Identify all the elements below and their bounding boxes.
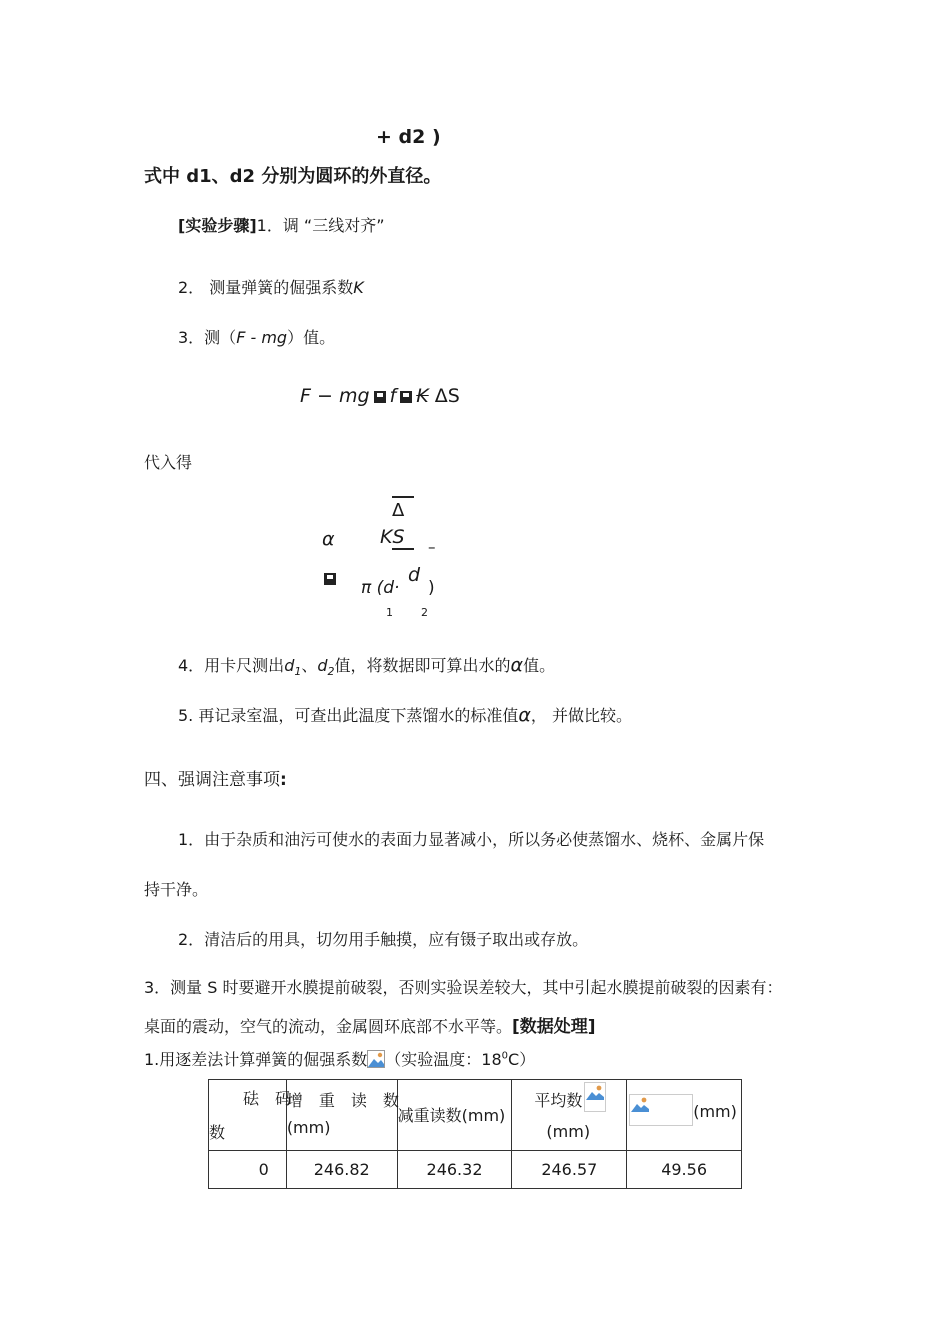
section-4-title-text: 四、强调注意事项 xyxy=(144,770,280,790)
step-5-alpha: α xyxy=(518,704,531,726)
formula-force xyxy=(300,385,460,407)
data-heading: [数据处理] xyxy=(512,1017,596,1037)
note-2: 2．清洁后的用具，切勿用手触摸，应有镊子取出或存放。 xyxy=(178,930,589,949)
formula-mg: mg xyxy=(338,385,370,407)
header-increase-a: 增 重 读 数 xyxy=(286,1091,399,1110)
step-4-alpha: α xyxy=(510,654,524,676)
formula-K: K xyxy=(416,385,429,407)
header-increase-b: (mm) xyxy=(286,1118,331,1137)
calc-suffix-a: （实验温度：18 xyxy=(385,1050,502,1069)
step-2-var: K xyxy=(353,278,364,297)
step-3-var: F - mg xyxy=(236,328,288,347)
fraction-bar xyxy=(392,548,414,550)
table-cell: 246.32 xyxy=(397,1151,512,1189)
fraction-bar-top xyxy=(392,496,414,498)
broken-image-icon xyxy=(629,1094,693,1126)
step-2 xyxy=(178,275,364,298)
step-4-d1: d xyxy=(284,656,295,675)
formula-pi-d: π (d· xyxy=(361,578,400,598)
formula-f: f xyxy=(389,385,397,407)
table-cell: 246.57 xyxy=(512,1151,627,1189)
step-5 xyxy=(178,703,632,726)
header-weight-a: 砝 码 xyxy=(243,1089,292,1108)
step-4-prefix: 4．用卡尺测出 xyxy=(178,656,285,675)
header-weight-b: 数 xyxy=(209,1123,226,1142)
steps-heading: [实验步骤] xyxy=(178,216,257,235)
table-cell: 0 xyxy=(209,1151,287,1189)
table-header-cell xyxy=(627,1080,742,1151)
step-3 xyxy=(178,325,335,348)
header-decrease: 减重读数(mm) xyxy=(397,1106,506,1125)
definition-line: 式中 d1、d2 分别为圆环的外直径。 xyxy=(144,166,442,187)
table-header-cell xyxy=(397,1080,512,1151)
formula-d: d xyxy=(408,564,421,586)
header-average-b: (mm) xyxy=(546,1122,591,1141)
formula-fragment: + d2 ) xyxy=(376,126,441,148)
step-5-prefix: 5. 再记录室温，可查出此温度下蒸馏水的标准值 xyxy=(178,706,519,725)
step-5-suffix: ， 并做比较。 xyxy=(530,706,632,725)
table-header-cell xyxy=(209,1080,292,1151)
step-4-d2-sub: 2 xyxy=(327,665,335,679)
step-3-prefix: 3．测（ xyxy=(178,328,237,347)
step-4 xyxy=(178,653,555,678)
header-diff: (mm) xyxy=(693,1102,737,1121)
formula-minus: − xyxy=(316,385,333,407)
note-3-text: 桌面的震动，空气的流动，金属圆环底部不水平等。 xyxy=(144,1017,513,1036)
steps-line-1 xyxy=(178,213,385,236)
broken-image-icon xyxy=(584,1082,606,1112)
note-1-line-b: 持干净。 xyxy=(144,880,209,899)
formula-delta: Δ xyxy=(392,500,405,521)
missing-glyph-icon xyxy=(374,391,386,403)
substitute-label: 代入得 xyxy=(144,453,193,472)
calc-suffix-b: C） xyxy=(508,1050,536,1069)
step-4-d2: d xyxy=(317,656,328,675)
formula-alpha: α xyxy=(322,528,335,550)
section-4-title xyxy=(144,765,287,790)
data-table xyxy=(208,1079,742,1189)
table-header-cell xyxy=(286,1080,397,1151)
formula-dash: – xyxy=(428,538,436,556)
step-3-suffix: ）值。 xyxy=(287,328,336,347)
formula-close-paren: ) xyxy=(428,578,435,598)
calc-line xyxy=(144,1047,535,1070)
step-4-sep: 、 xyxy=(301,656,318,675)
table-header-cell xyxy=(512,1080,627,1151)
table-header-row xyxy=(209,1080,742,1151)
broken-image-icon xyxy=(367,1050,385,1068)
table-cell: 246.82 xyxy=(286,1151,397,1189)
table-row xyxy=(209,1151,742,1189)
step-2-text: 2． 测量弹簧的倔强系数 xyxy=(178,278,354,297)
formula-sub-2: 2 xyxy=(421,606,428,619)
calc-prefix: 1.用逐差法计算弹簧的倔强系数 xyxy=(144,1050,368,1069)
step-1-text: 1．调 “三线对齐” xyxy=(256,216,385,235)
missing-glyph-icon xyxy=(324,573,336,585)
step-4-suffix: 值。 xyxy=(523,656,556,675)
formula-sub-1: 1 xyxy=(386,606,393,619)
note-3-line-a: 3．测量 S 时要避开水膜提前破裂，否则实验误差较大，其中引起水膜提前破裂的因素有： xyxy=(144,978,783,997)
missing-glyph-icon xyxy=(400,391,412,403)
step-4-mid: 值，将数据即可算出水的 xyxy=(334,656,511,675)
note-1-line-a: 1．由于杂质和油污可使水的表面力显著减小，所以务必使蒸馏水、烧杯、金属片保 xyxy=(178,830,765,849)
step-4-d1-sub: 1 xyxy=(294,665,302,679)
section-4-colon: : xyxy=(280,770,287,790)
table-cell: 49.56 xyxy=(627,1151,742,1189)
formula-KS: KS xyxy=(380,526,405,548)
calc-sup: 0 xyxy=(501,1050,509,1062)
formula-F: F xyxy=(300,385,311,407)
note-3-line-b xyxy=(144,1012,596,1037)
formula-delta-S: ΔS xyxy=(434,385,460,407)
header-average-a: 平均数 xyxy=(534,1091,583,1110)
formula-glyph xyxy=(324,568,336,587)
